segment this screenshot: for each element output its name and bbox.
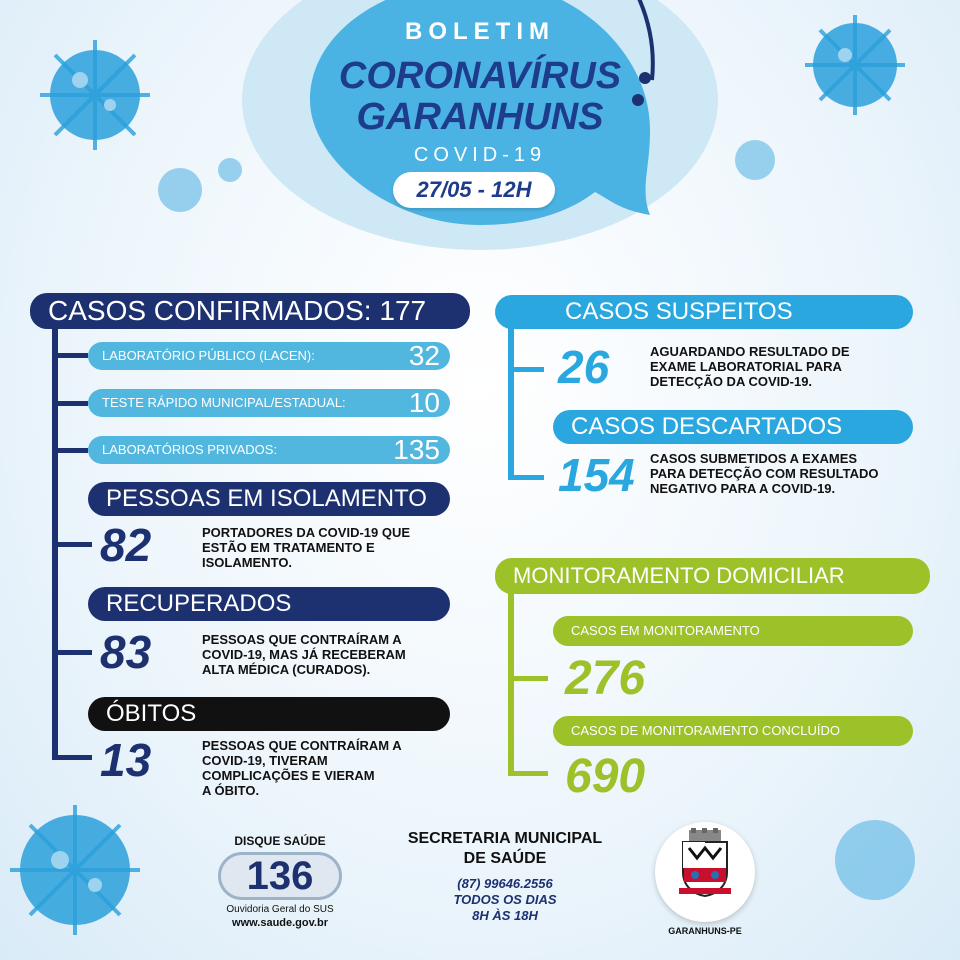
desc-line: PORTADORES DA COVID-19 QUE [202,525,411,540]
desc-line: NEGATIVO PARA A COVID-19. [650,481,836,496]
isolation-desc [202,525,410,570]
confirmed-item-rapid-test [88,389,450,417]
desc-line: PARA DETECÇÃO COM RESULTADO [650,466,879,481]
connector-tick [52,353,88,358]
right-connector-line [508,320,514,480]
connector-tick [52,755,92,760]
connector-tick [52,448,88,453]
desc-line: COVID-19, MAS JÁ RECEBERAM [202,647,406,662]
confirmed-item-lacen [88,342,450,370]
item-label: LABORATÓRIOS PRIVADOS: [102,442,278,457]
connector-tick [52,650,92,655]
desc-line: COVID-19, TIVERAM [202,753,328,768]
deaths-title: ÓBITOS [88,697,450,731]
item-value: 10 [408,387,440,418]
suspected-title: CASOS SUSPEITOS [495,295,913,329]
discarded-value: 154 [558,449,635,501]
header-boletim: BOLETIM [405,18,555,45]
connector-tick [52,542,92,547]
site-label: www.saude.gov.br [232,917,328,929]
desc-line: COMPLICAÇÕES E VIERAM [202,768,375,783]
connector-tick [508,676,548,681]
item-label: TESTE RÁPIDO MUNICIPAL/ESTADUAL: [102,395,346,410]
desc-line: DETECÇÃO DA COVID-19. [650,374,813,389]
item-label: LABORATÓRIO PÚBLICO (LACEN): [102,348,315,363]
suspected-desc [650,344,850,389]
desc-line: PESSOAS QUE CONTRAÍRAM A [202,632,402,647]
secretaria-line2: DE SAÚDE [463,850,547,867]
disque-saude-number: 136 [218,852,342,900]
header-date-badge: 27/05 - 12H [393,172,555,208]
monitoring-title: MONITORAMENTO DOMICILIAR [495,558,930,594]
desc-line: PESSOAS QUE CONTRAÍRAM A [202,738,402,753]
isolation-title: PESSOAS EM ISOLAMENTO [88,482,450,516]
discarded-desc [650,451,878,496]
recovered-title: RECUPERADOS [88,587,450,621]
header-title-line2: GARANHUNS [356,96,604,138]
hours-label: 8H ÀS 18H [472,908,538,923]
monitoring-done-label: CASOS DE MONITORAMENTO CONCLUÍDO [553,716,913,746]
disque-saude-label: DISQUE SAÚDE [234,834,326,848]
desc-line: AGUARDANDO RESULTADO DE [650,344,850,359]
desc-line: A ÓBITO. [202,783,260,798]
suspected-value: 26 [558,341,610,393]
discarded-title: CASOS DESCARTADOS [553,410,913,444]
header-covid: COVID-19 [413,144,547,166]
monitoring-current-value: 276 [565,652,646,705]
connector-tick [52,401,88,406]
deaths-value: 13 [100,734,152,786]
recovered-value: 83 [100,626,152,678]
monitoring-done-value: 690 [565,750,646,803]
confirmed-item-private-labs [88,436,450,464]
desc-line: ALTA MÉDICA (CURADOS). [202,662,371,677]
recovered-desc [202,632,406,677]
deaths-desc [202,738,402,798]
item-value: 32 [408,340,440,371]
confirmed-title: CASOS CONFIRMADOS: 177 [30,293,470,329]
desc-line: CASOS SUBMETIDOS A EXAMES [650,451,858,466]
coat-of-arms-icon [675,828,735,900]
monitoring-connector-line [508,590,514,776]
desc-line: ESTÃO EM TRATAMENTO E [202,540,375,555]
header-title-line1: CORONAVÍRUS [338,55,622,97]
isolation-value: 82 [100,519,152,571]
item-value: 135 [393,434,440,465]
city-label: GARANHUNS-PE [668,926,742,936]
desc-line: EXAME LABORATORIAL PARA [650,359,842,374]
connector-tick [508,771,548,776]
monitoring-current-label: CASOS EM MONITORAMENTO [553,616,913,646]
connector-tick [508,475,544,480]
phone-number: (87) 99646.2556 [457,876,553,891]
desc-line: ISOLAMENTO. [202,555,293,570]
ouvidoria-label: Ouvidoria Geral do SUS [226,904,334,915]
secretaria-line1: SECRETARIA MUNICIPAL [407,830,603,847]
days-label: TODOS OS DIAS [453,892,557,907]
connector-tick [508,367,544,372]
